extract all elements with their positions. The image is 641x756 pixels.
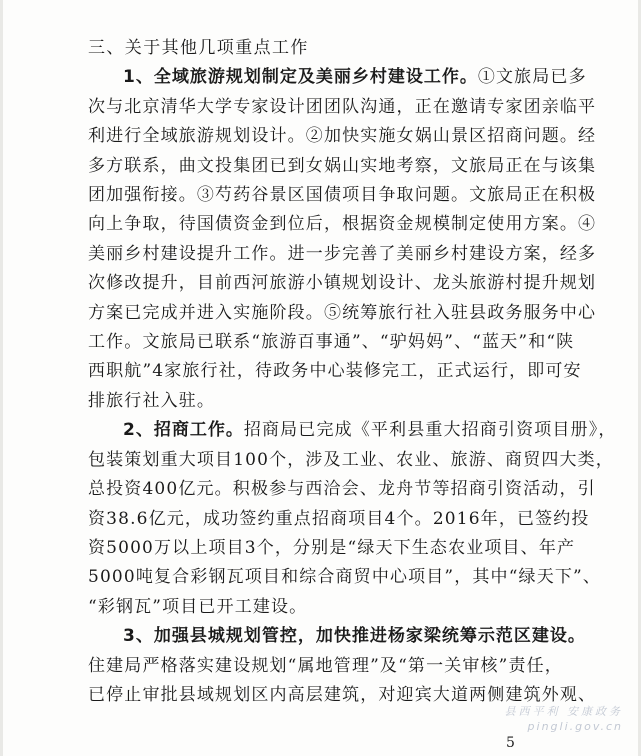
item-2-line: 总投资400亿元。积极参与西洽会、龙舟节等招商引资活动，引 — [88, 479, 596, 500]
item-3-title: 3、加强县城规划管控，加快推进杨家梁统筹示范区建设。 — [123, 626, 586, 647]
item-3-line: 住建局严格落实建设规划“属地管理”及“第一关审核”责任， — [88, 655, 563, 676]
item-2-line: 包装策划重大项目100个，涉及工业、农业、旅游、商贸四大类， — [88, 449, 614, 470]
item-2-first-line — [88, 416, 617, 445]
item-1-line: 利进行全域旅游规划设计。②加快实施女娲山景区招商问题。经 — [88, 126, 597, 147]
item-2-line: 资5000万以上项目3个，分别是“绿天下生态农业项目、年产 — [88, 537, 576, 558]
item-1-line: 次修改提升，目前西河旅游小镇规划设计、龙头旅游村提升规划 — [88, 273, 597, 294]
item-1-line: 次与北京清华大学专家设计团团队沟通，正在邀请专家团亲临平 — [88, 96, 597, 117]
item-1-line: 工作。文旅局已联系“旅游百事通”、“驴妈妈”、“蓝天”和“陕 — [88, 332, 575, 353]
item-2-first-line-rest: 招商局已完成《平利县重大招商引资项目册》， — [243, 420, 617, 441]
site-watermark — [505, 704, 624, 734]
item-2-line: 5000吨复合彩钢瓦项目和综合商贸中心项目”，其中“绿天下”、 — [88, 567, 601, 588]
item-2-line: 资38.6亿元，成功签约重点招商项目4个。2016年，已签约投 — [88, 508, 590, 529]
section-heading: 三、关于其他几项重点工作 — [88, 38, 309, 58]
document-body — [88, 34, 617, 710]
item-1-title: 1、全域旅游规划制定及美丽乡村建设工作。 — [123, 67, 478, 88]
item-1-line: 多方联系，曲文投集团已到女娲山实地考察，文旅局正在与该集 — [88, 155, 597, 176]
item-1-line: 团加强衔接。③芍药谷景区国债项目争取问题。文旅局正在积极 — [88, 185, 597, 206]
item-1-first-line-rest: ①文旅局已多 — [477, 67, 587, 88]
item-1-line: 美丽乡村建设提升工作。进一步完善了美丽乡村建设方案，经多 — [88, 243, 597, 264]
item-1-first-line — [88, 63, 587, 92]
watermark-url: pingli.gov.cn — [527, 720, 623, 733]
item-1-line: 方案已完成并进入实施阶段。⑤统筹旅行社入驻县政务服务中心 — [88, 302, 597, 323]
item-1-line: 排旅行社入驻。 — [88, 390, 216, 411]
watermark-chinese-text: 县西平利 安康政务 — [504, 705, 623, 718]
page-number: 5 — [506, 735, 515, 751]
item-1-line: 向上争取，待国债资金到位后，根据资金规模制定使用方案。④ — [88, 214, 597, 235]
item-3-line: 已停止审批县域规划区内高层建筑，对迎宾大道两侧建筑外观、 — [88, 684, 597, 705]
page-edge-left — [0, 0, 3, 756]
item-2-line: “彩钢瓦”项目已开工建设。 — [88, 596, 308, 617]
item-1-line: 西职航”4家旅行社，待政务中心装修完工，正式运行，即可安 — [88, 361, 582, 382]
item-2-title: 2、招商工作。 — [123, 420, 244, 441]
item-3-first-line — [88, 622, 586, 651]
